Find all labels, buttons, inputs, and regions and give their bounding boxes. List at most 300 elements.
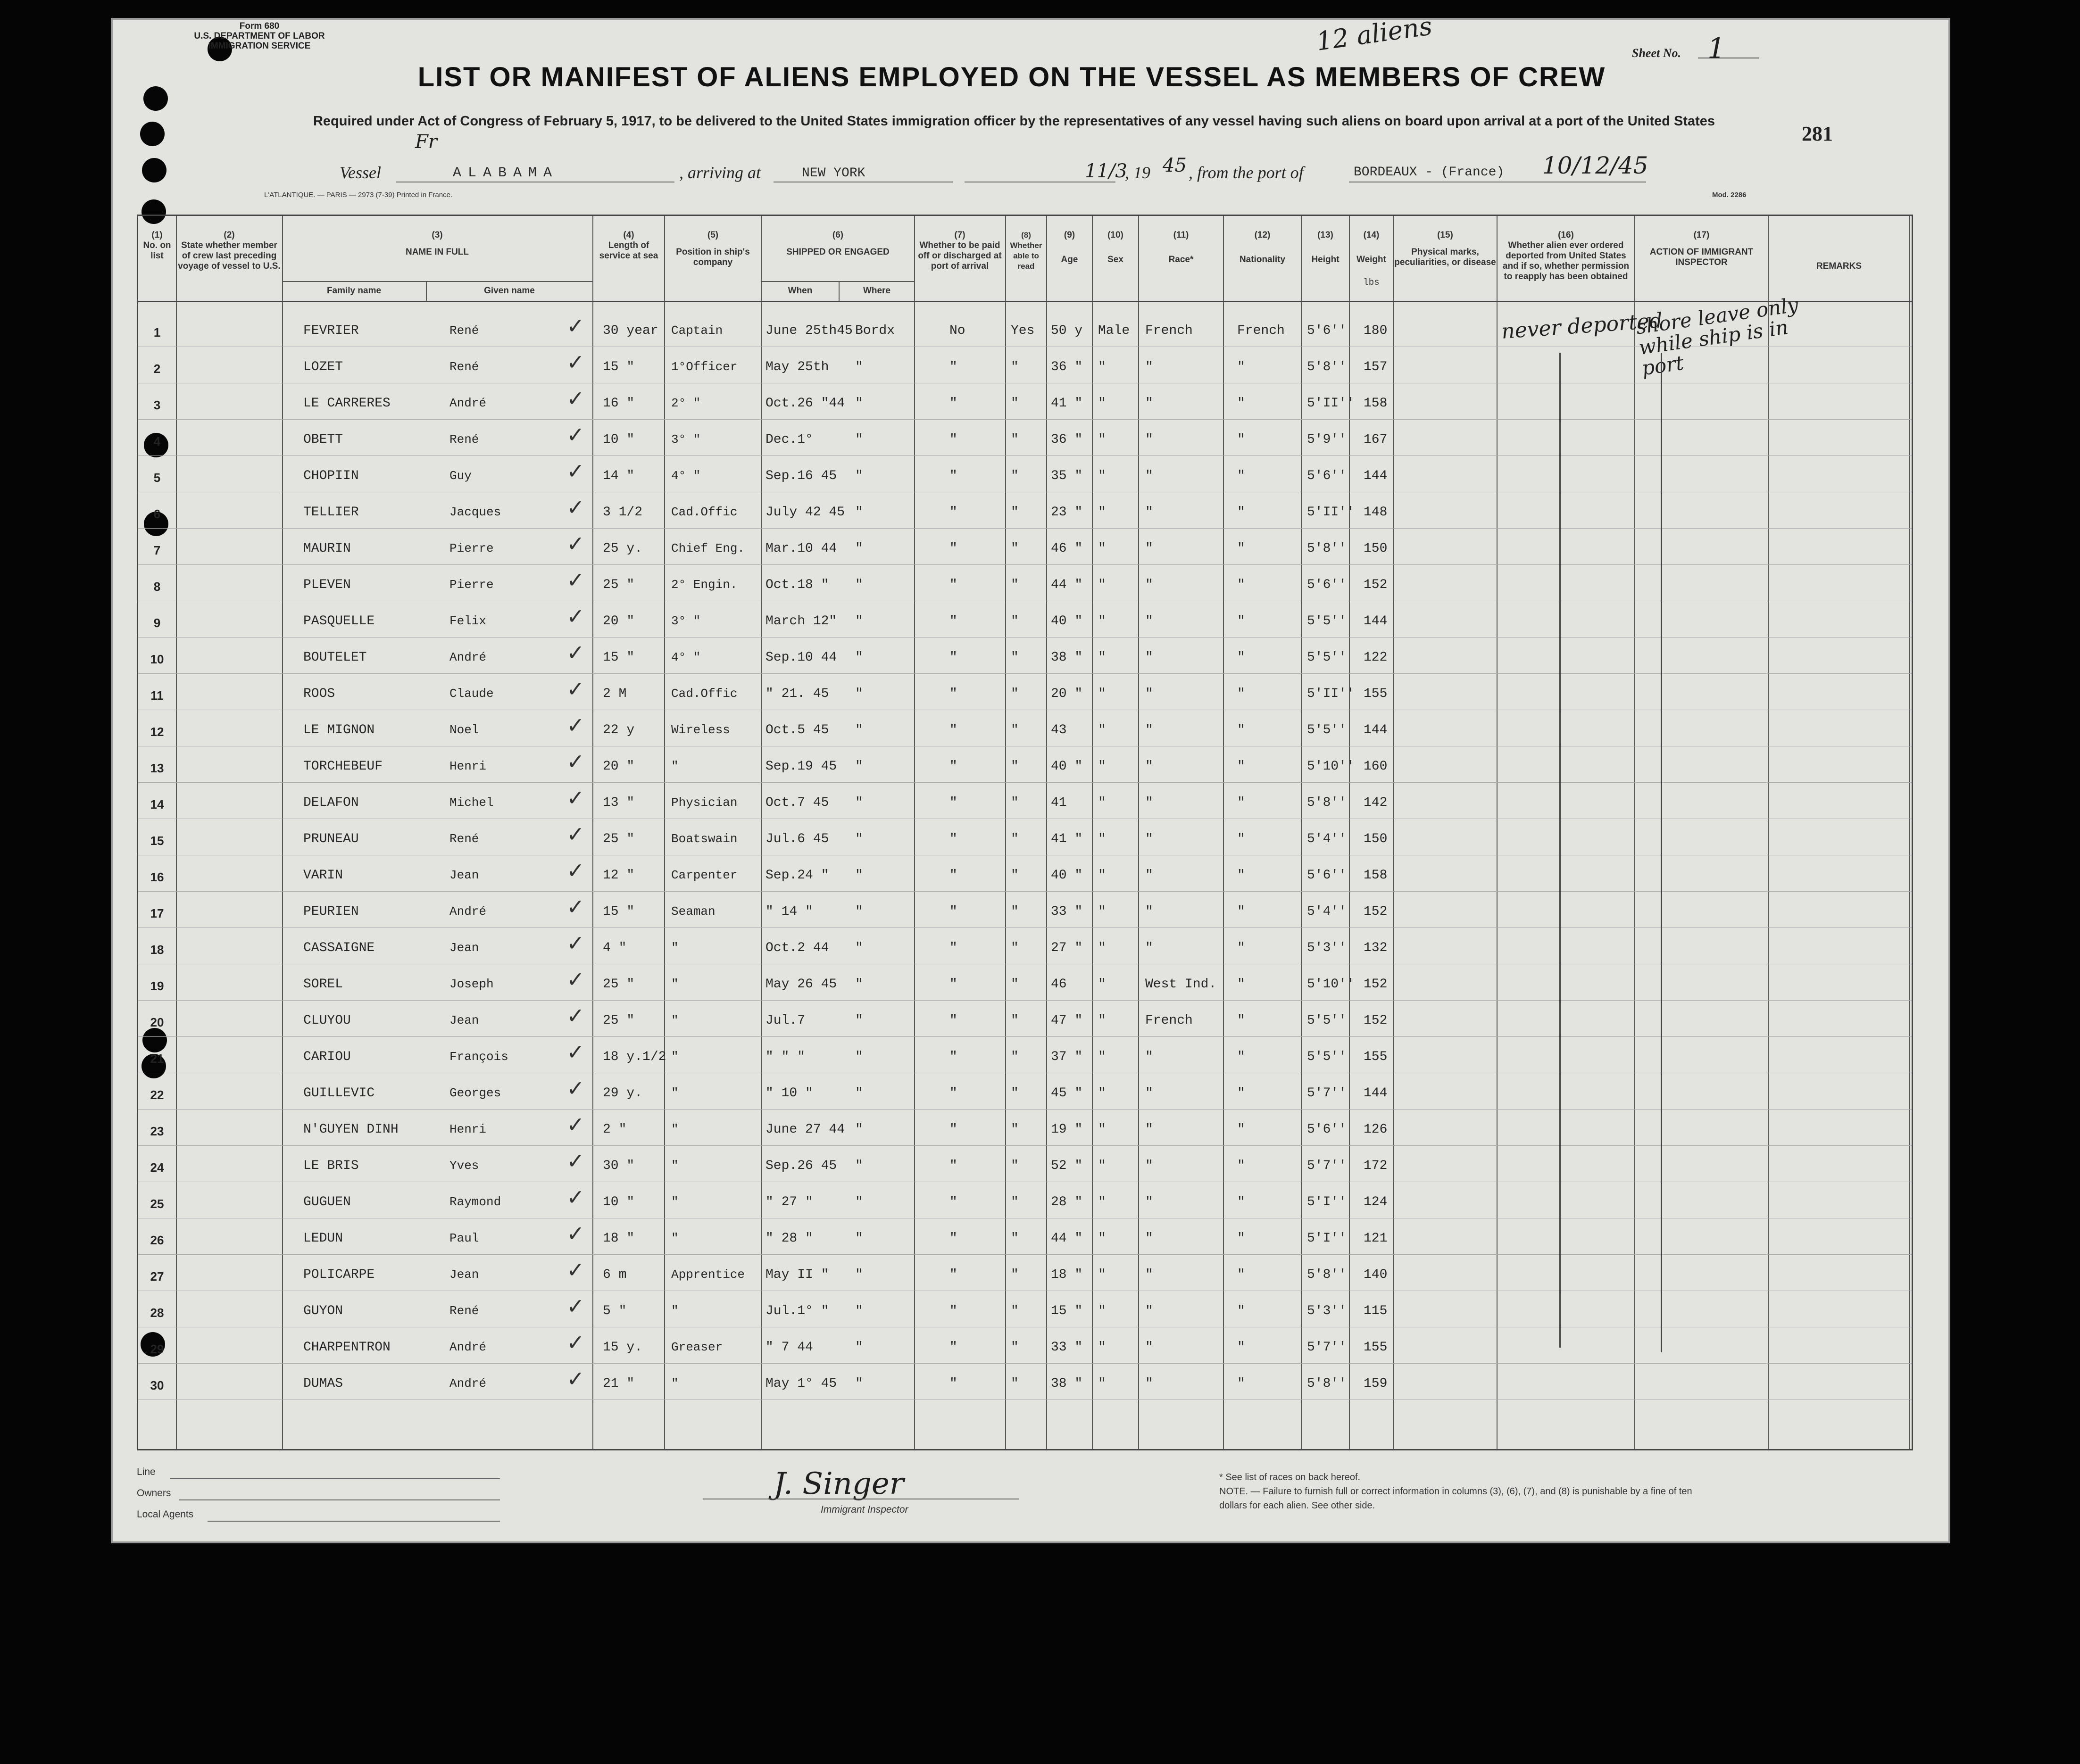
height-cell: 5'6'' xyxy=(1307,1122,1347,1137)
sex-cell: " xyxy=(1098,1195,1106,1209)
service-name: IMMIGRATION SERVICE xyxy=(208,41,311,51)
age-cell: 33 " xyxy=(1051,1340,1083,1355)
service-length-cell: 18 " xyxy=(603,1231,635,1246)
age-cell: 44 " xyxy=(1051,578,1083,592)
race-cell: " xyxy=(1145,1340,1153,1355)
row-number: 7 xyxy=(153,543,161,557)
inspector-signature: J. Singer xyxy=(774,1466,904,1501)
row-number: 14 xyxy=(150,797,164,812)
column-rule xyxy=(1301,216,1302,1449)
service-length-cell: 25 y. xyxy=(603,541,643,556)
shipped-where-cell: " xyxy=(855,432,863,447)
given-name-cell: René xyxy=(449,1304,479,1318)
age-cell: 38 " xyxy=(1051,650,1083,665)
row-number: 2 xyxy=(153,362,161,376)
service-length-cell: 16 " xyxy=(603,396,635,411)
sex-cell: " xyxy=(1098,1013,1106,1028)
position-cell: " xyxy=(671,1231,679,1245)
race-cell: " xyxy=(1145,1304,1153,1318)
shipped-where-cell: " xyxy=(855,832,863,846)
family-name-cell: BOUTELET xyxy=(303,650,367,665)
header-height: (13) Height xyxy=(1311,230,1340,265)
race-cell: " xyxy=(1145,360,1153,374)
height-cell: 5'7'' xyxy=(1307,1340,1347,1355)
shipped-when-cell: Mar.10 44 xyxy=(765,541,837,556)
able-to-read-cell: " xyxy=(1011,1304,1019,1318)
date-prefix: , 19 xyxy=(1125,163,1150,182)
family-name-cell: POLICARPE xyxy=(303,1267,375,1282)
able-to-read-cell: " xyxy=(1011,1376,1019,1391)
race-cell: " xyxy=(1145,1195,1153,1209)
weight-cell: 142 xyxy=(1364,795,1388,810)
service-length-cell: 30 " xyxy=(603,1159,635,1173)
deported-annotation: never deported xyxy=(1500,308,1664,344)
family-name-cell: CHOPIIN xyxy=(303,469,359,483)
position-cell: 3° " xyxy=(671,614,701,628)
from-port-label: , from the port of xyxy=(1189,163,1304,182)
sex-cell: " xyxy=(1098,505,1106,520)
model-number: Mod. 2286 xyxy=(1712,191,1747,199)
check-mark-icon: ✓ xyxy=(566,1257,585,1283)
race-cell: " xyxy=(1145,687,1153,701)
given-name-cell: Jean xyxy=(449,941,479,955)
shipped-when-cell: Jul.6 45 xyxy=(765,832,829,846)
sex-cell: " xyxy=(1098,650,1106,665)
row-rule xyxy=(138,673,1912,674)
shipped-where-cell: " xyxy=(855,614,863,629)
owners-field xyxy=(179,1499,500,1500)
races-note: * See list of races on back hereof. xyxy=(1219,1472,1361,1482)
row-number: 20 xyxy=(150,1015,164,1029)
row-number: 23 xyxy=(150,1124,164,1138)
race-cell: " xyxy=(1145,1122,1153,1137)
paid-off-cell: " xyxy=(949,1376,957,1391)
nationality-cell: " xyxy=(1237,832,1245,846)
sex-cell: " xyxy=(1098,396,1106,411)
family-name-cell: CLUYOU xyxy=(303,1013,351,1028)
family-name-cell: LE MIGNON xyxy=(303,723,375,737)
check-mark-icon: ✓ xyxy=(566,821,585,847)
age-cell: 38 " xyxy=(1051,1376,1083,1391)
race-cell: French xyxy=(1145,323,1193,338)
position-cell: " xyxy=(671,1304,679,1318)
height-cell: 5'6'' xyxy=(1307,323,1347,338)
height-cell: 5'10'' xyxy=(1307,977,1355,992)
nationality-cell: " xyxy=(1237,1304,1245,1318)
column-rule xyxy=(1768,216,1769,1449)
nationality-cell: " xyxy=(1237,469,1245,483)
family-name-cell: DUMAS xyxy=(303,1376,343,1391)
position-cell: " xyxy=(671,1086,679,1100)
family-name-cell: PRUNEAU xyxy=(303,832,359,846)
row-number: 12 xyxy=(150,725,164,739)
sex-cell: " xyxy=(1098,1122,1106,1137)
race-cell: " xyxy=(1145,759,1153,774)
nationality-cell: " xyxy=(1237,650,1245,665)
able-to-read-cell: " xyxy=(1011,614,1019,629)
sex-cell: " xyxy=(1098,832,1106,846)
height-cell: 5'6'' xyxy=(1307,469,1347,483)
given-name-cell: Henri xyxy=(449,759,487,773)
row-rule xyxy=(138,891,1912,892)
able-to-read-cell: " xyxy=(1011,505,1019,520)
weight-cell: 150 xyxy=(1364,541,1388,556)
row-number: 15 xyxy=(150,834,164,848)
race-cell: " xyxy=(1145,541,1153,556)
height-cell: 5'6'' xyxy=(1307,578,1347,592)
given-name-cell: Noel xyxy=(449,723,479,737)
department-name: U.S. DEPARTMENT OF LABOR xyxy=(194,31,325,41)
check-mark-icon: ✓ xyxy=(566,640,585,665)
nationality-cell: " xyxy=(1237,1013,1245,1028)
race-cell: " xyxy=(1145,904,1153,919)
check-mark-icon: ✓ xyxy=(566,422,585,447)
height-cell: 5'II'' xyxy=(1307,505,1355,520)
family-name-cell: PEURIEN xyxy=(303,904,359,919)
weight-cell: 152 xyxy=(1364,977,1388,992)
check-mark-icon: ✓ xyxy=(566,676,585,702)
shipped-when-cell: May 25th xyxy=(765,360,829,374)
row-rule xyxy=(138,564,1912,565)
shipped-when-cell: " 21. 45 xyxy=(765,687,829,701)
position-cell: Boatswain xyxy=(671,832,738,846)
race-cell: " xyxy=(1145,614,1153,629)
row-number: 5 xyxy=(153,471,161,485)
weight-cell: 132 xyxy=(1364,941,1388,955)
shipped-when-cell: Oct.18 " xyxy=(765,578,829,592)
race-cell: " xyxy=(1145,469,1153,483)
race-cell: French xyxy=(1145,1013,1193,1028)
nationality-cell: " xyxy=(1237,578,1245,592)
nationality-cell: " xyxy=(1237,396,1245,411)
age-cell: 20 " xyxy=(1051,687,1083,701)
form-identifier xyxy=(149,21,370,51)
service-length-cell: 14 " xyxy=(603,469,635,483)
family-name-cell: GUILLEVIC xyxy=(303,1086,375,1101)
sheet-label: Sheet No. xyxy=(1632,46,1681,60)
check-mark-icon: ✓ xyxy=(566,1293,585,1319)
service-length-cell: 25 " xyxy=(603,832,635,846)
paid-off-cell: " xyxy=(949,360,957,374)
able-to-read-cell: " xyxy=(1011,1050,1019,1064)
age-cell: 52 " xyxy=(1051,1159,1083,1173)
shipped-when-cell: Sep.10 44 xyxy=(765,650,837,665)
check-mark-icon: ✓ xyxy=(566,531,585,556)
paid-off-cell: " xyxy=(949,723,957,737)
height-cell: 5'3'' xyxy=(1307,941,1347,955)
vessel-name: ALABAMA xyxy=(453,165,559,181)
sex-cell: " xyxy=(1098,723,1106,737)
sex-cell: " xyxy=(1098,541,1106,556)
column-rule xyxy=(1634,216,1635,1449)
nationality-cell: " xyxy=(1237,1086,1245,1101)
sex-cell: " xyxy=(1098,1304,1106,1318)
nationality-cell: " xyxy=(1237,868,1245,883)
header-when: When xyxy=(788,286,813,296)
able-to-read-cell: " xyxy=(1011,868,1019,883)
age-cell: 47 " xyxy=(1051,1013,1083,1028)
row-number: 29 xyxy=(150,1342,164,1356)
position-cell: 2° " xyxy=(671,396,701,410)
sex-cell: " xyxy=(1098,1340,1106,1355)
row-number: 17 xyxy=(150,906,164,920)
header-nationality: (12) Nationality xyxy=(1239,230,1286,265)
family-name-cell: VARIN xyxy=(303,868,343,883)
check-mark-icon: ✓ xyxy=(566,1330,585,1355)
header-no-on-list: (1) No. on list xyxy=(143,230,171,261)
given-name-cell: André xyxy=(449,396,487,410)
row-number: 25 xyxy=(150,1197,164,1211)
weight-cell: 155 xyxy=(1364,687,1388,701)
age-cell: 15 " xyxy=(1051,1304,1083,1318)
nationality-cell: " xyxy=(1237,1376,1245,1391)
nationality-cell: " xyxy=(1237,1122,1245,1137)
given-name-cell: René xyxy=(449,323,479,338)
shipped-when-cell: March 12" xyxy=(765,614,837,629)
service-length-cell: 29 y. xyxy=(603,1086,643,1101)
family-name-cell: CASSAIGNE xyxy=(303,941,375,955)
weight-cell: 180 xyxy=(1364,323,1388,338)
punch-hole xyxy=(143,86,168,111)
age-cell: 23 " xyxy=(1051,505,1083,520)
age-cell: 41 xyxy=(1051,795,1067,810)
weight-cell: 152 xyxy=(1364,1013,1388,1028)
paid-off-cell: " xyxy=(949,759,957,774)
family-name-cell: LE CARRERES xyxy=(303,396,391,411)
weight-cell: 160 xyxy=(1364,759,1388,774)
column-rule xyxy=(761,216,762,1449)
weight-cell: 122 xyxy=(1364,650,1388,665)
header-sex: (10) Sex xyxy=(1107,230,1123,265)
service-length-cell: 15 " xyxy=(603,650,635,665)
service-length-cell: 30 year xyxy=(603,323,658,338)
departure-date: 10/12/45 xyxy=(1542,152,1648,179)
height-cell: 5'II'' xyxy=(1307,396,1355,411)
row-number: 16 xyxy=(150,870,164,884)
position-cell: " xyxy=(671,1013,679,1027)
family-name-cell: TELLIER xyxy=(303,505,359,520)
position-cell: " xyxy=(671,1122,679,1136)
age-cell: 41 " xyxy=(1051,396,1083,411)
column-rule xyxy=(1092,216,1093,1449)
sex-cell: " xyxy=(1098,759,1106,774)
shipped-when-cell: June 27 44 xyxy=(765,1122,845,1137)
row-number: 27 xyxy=(150,1269,164,1284)
shipped-where-cell: " xyxy=(855,977,863,992)
height-cell: 5'4'' xyxy=(1307,904,1347,919)
header-able-to-read: (8) Whether able to read xyxy=(1010,231,1042,271)
given-name-cell: André xyxy=(449,1376,487,1391)
shipped-when-cell: " 28 " xyxy=(765,1231,813,1246)
column-rule xyxy=(1138,216,1139,1449)
row-number: 6 xyxy=(153,507,161,521)
able-to-read-cell: " xyxy=(1011,650,1019,665)
height-cell: 5'5'' xyxy=(1307,614,1347,629)
shipped-where-cell: " xyxy=(855,1050,863,1064)
arrival-date: 11/3 xyxy=(1085,160,1127,182)
service-length-cell: 10 " xyxy=(603,1195,635,1209)
height-cell: 5'5'' xyxy=(1307,650,1347,665)
position-cell: Cad.Offic xyxy=(671,687,738,701)
paid-off-cell: " xyxy=(949,904,957,919)
service-length-cell: 20 " xyxy=(603,614,635,629)
column-rule xyxy=(282,216,283,1449)
position-cell: 1°Officer xyxy=(671,360,738,374)
weight-cell: 144 xyxy=(1364,1086,1388,1101)
check-mark-icon: ✓ xyxy=(566,1076,585,1101)
paid-off-cell: " xyxy=(949,868,957,883)
family-name-cell: GUYON xyxy=(303,1304,343,1318)
weight-cell: 126 xyxy=(1364,1122,1388,1137)
column-rule xyxy=(664,216,665,1449)
paid-off-cell: " xyxy=(949,1304,957,1318)
given-name-cell: François xyxy=(449,1050,508,1064)
owners-label: Owners xyxy=(137,1488,171,1499)
vessel-label: Vessel xyxy=(340,163,381,182)
shipped-when-cell: " 27 " xyxy=(765,1195,813,1209)
shipped-where-cell: " xyxy=(855,1013,863,1028)
height-cell: 5'3'' xyxy=(1307,1304,1347,1318)
paid-off-cell: " xyxy=(949,1340,957,1355)
able-to-read-cell: " xyxy=(1011,832,1019,846)
row-rule xyxy=(138,419,1912,420)
family-name-cell: N'GUYEN DINH xyxy=(303,1122,399,1137)
sex-cell: " xyxy=(1098,1086,1106,1101)
sex-cell: " xyxy=(1098,1376,1106,1391)
position-cell: 3° " xyxy=(671,432,701,447)
paid-off-cell: " xyxy=(949,1050,957,1064)
form-number: Form 680 xyxy=(239,21,280,31)
position-cell: Seaman xyxy=(671,904,716,919)
shipped-when-cell: Oct.7 45 xyxy=(765,795,829,810)
shipped-where-cell: " xyxy=(855,868,863,883)
height-cell: 5'7'' xyxy=(1307,1086,1347,1101)
sex-cell: " xyxy=(1098,1159,1106,1173)
able-to-read-cell: " xyxy=(1011,1340,1019,1355)
weight-cell: 155 xyxy=(1364,1050,1388,1064)
shipped-where-cell: " xyxy=(855,1267,863,1282)
weight-cell: 140 xyxy=(1364,1267,1388,1282)
paid-off-cell: " xyxy=(949,1013,957,1028)
able-to-read-cell: " xyxy=(1011,396,1019,411)
service-length-cell: 25 " xyxy=(603,977,635,992)
position-cell: Physician xyxy=(671,795,738,810)
family-name-cell: CARIOU xyxy=(303,1050,351,1064)
position-cell: " xyxy=(671,1376,679,1391)
able-to-read-cell: " xyxy=(1011,1231,1019,1246)
nationality-cell: " xyxy=(1237,687,1245,701)
height-cell: 5'8'' xyxy=(1307,360,1347,374)
weight-cell: 148 xyxy=(1364,505,1388,520)
sex-cell: " xyxy=(1098,432,1106,447)
check-mark-icon: ✓ xyxy=(566,858,585,883)
given-name-cell: René xyxy=(449,360,479,374)
family-name-cell: PASQUELLE xyxy=(303,614,375,629)
header-bottom-rule xyxy=(138,301,1912,302)
paid-off-cell: " xyxy=(949,1122,957,1137)
given-name-cell: André xyxy=(449,650,487,664)
able-to-read-cell: " xyxy=(1011,1122,1019,1137)
check-mark-icon: ✓ xyxy=(566,349,585,375)
shipped-when-cell: Oct.2 44 xyxy=(765,941,829,955)
header-physical-marks: (15) Physical marks, peculiarities, or disease xyxy=(1394,230,1496,267)
row-rule xyxy=(138,1254,1912,1255)
family-name-cell: GUGUEN xyxy=(303,1195,351,1209)
service-length-cell: 18 y.1/2 xyxy=(603,1050,666,1064)
service-length-cell: 15 " xyxy=(603,904,635,919)
able-to-read-cell: " xyxy=(1011,1013,1019,1028)
age-cell: 44 " xyxy=(1051,1231,1083,1246)
crew-table xyxy=(137,215,1913,1450)
age-cell: 37 " xyxy=(1051,1050,1083,1064)
family-name-cell: PLEVEN xyxy=(303,578,351,592)
subtitle: Required under Act of Congress of February 5, 1917, to be delivered to the United States immigration officer by the representatives of any vessel having such aliens on board upon arrival at a port of the United States xyxy=(313,114,1715,129)
column-rule xyxy=(1909,216,1910,1449)
header-weight: (14) Weight lbs xyxy=(1356,230,1386,288)
shipped-where-cell: " xyxy=(855,759,863,774)
paid-off-cell: " xyxy=(949,650,957,665)
row-rule xyxy=(138,455,1912,456)
height-cell: 5'5'' xyxy=(1307,1013,1347,1028)
sex-cell: " xyxy=(1098,868,1106,883)
race-cell: " xyxy=(1145,1086,1153,1101)
family-name-cell: LE BRIS xyxy=(303,1159,359,1173)
position-cell: 4° " xyxy=(671,650,701,664)
age-cell: 36 " xyxy=(1051,432,1083,447)
shipped-where-cell: " xyxy=(855,1122,863,1137)
row-rule xyxy=(138,1000,1912,1001)
height-cell: 5'8'' xyxy=(1307,541,1347,556)
arriving-port: NEW YORK xyxy=(802,166,865,181)
given-name-cell: Felix xyxy=(449,614,487,628)
row-number: 26 xyxy=(150,1233,164,1247)
sex-cell: " xyxy=(1098,1231,1106,1246)
able-to-read-cell: " xyxy=(1011,1086,1019,1101)
column-rule xyxy=(1497,216,1498,1449)
header-position: (5) Position in ship's company xyxy=(676,230,750,267)
header-family-name: Family name xyxy=(326,286,382,296)
weight-cell: 144 xyxy=(1364,614,1388,629)
arriving-label: , arriving at xyxy=(679,163,761,182)
given-name-cell: Raymond xyxy=(449,1195,501,1209)
sex-cell: " xyxy=(1098,795,1106,810)
deported-ditto-line xyxy=(1559,353,1561,1348)
race-cell: " xyxy=(1145,941,1153,955)
check-mark-icon: ✓ xyxy=(566,386,585,411)
able-to-read-cell: " xyxy=(1011,360,1019,374)
row-rule xyxy=(138,1109,1912,1110)
given-name-cell: Georges xyxy=(449,1086,501,1100)
shipped-when-cell: May 1° 45 xyxy=(765,1376,837,1391)
race-cell: " xyxy=(1145,1159,1153,1173)
shipped-when-cell: " 10 " xyxy=(765,1086,813,1101)
height-cell: 5'7'' xyxy=(1307,1159,1347,1173)
inspector-label: Immigrant Inspector xyxy=(821,1504,908,1515)
service-length-cell: 3 1/2 xyxy=(603,505,643,520)
family-name-cell: TORCHEBEUF xyxy=(303,759,383,774)
row-rule xyxy=(138,637,1912,638)
family-name-cell: DELAFON xyxy=(303,795,359,810)
paid-off-cell: " xyxy=(949,469,957,483)
shipped-where-cell: " xyxy=(855,1340,863,1355)
paid-off-cell: " xyxy=(949,541,957,556)
shipped-where-cell: " xyxy=(855,941,863,955)
age-cell: 36 " xyxy=(1051,360,1083,374)
header-inspector-action: (17) ACTION OF IMMIGRANT INSPECTOR xyxy=(1649,230,1754,267)
height-cell: 5'5'' xyxy=(1307,1050,1347,1064)
shipped-where-cell: " xyxy=(855,1086,863,1101)
weight-cell: 157 xyxy=(1364,360,1388,374)
